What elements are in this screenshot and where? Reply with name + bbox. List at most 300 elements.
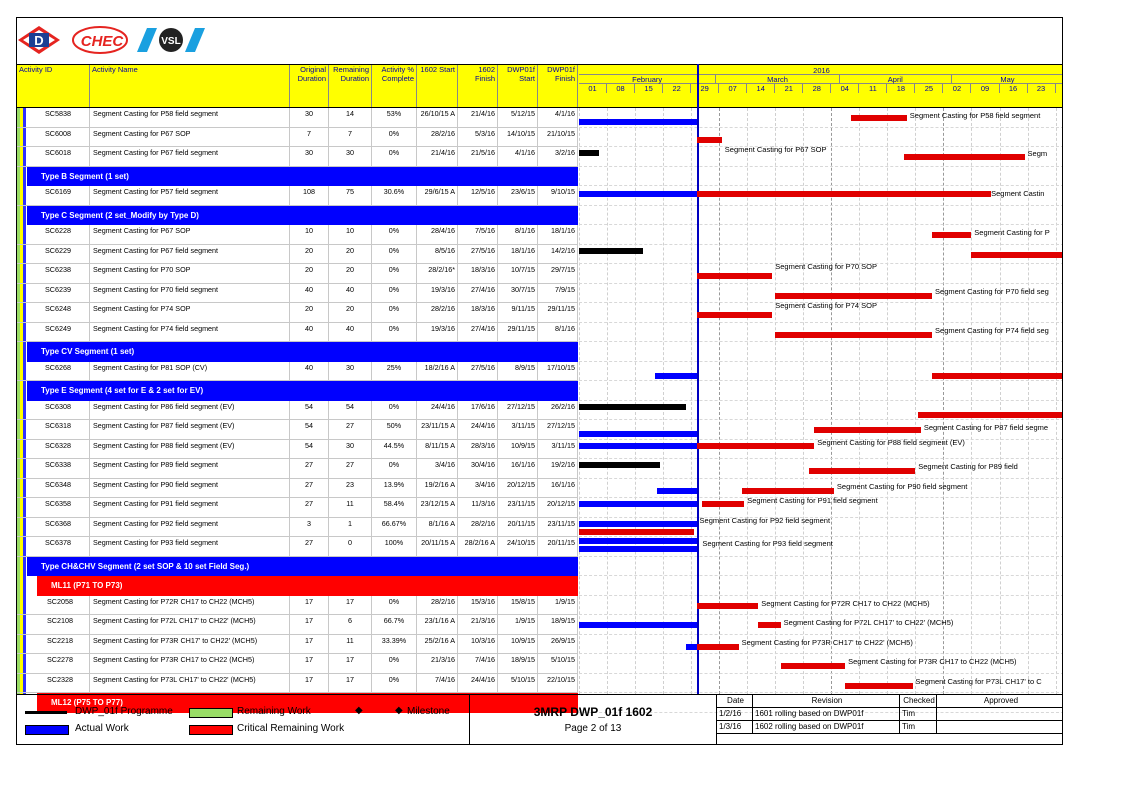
vsl-logo	[137, 26, 207, 54]
cell-activity-id: SC6378	[27, 537, 90, 556]
cell-1602-start: 28/2/16*	[417, 264, 458, 283]
cell-remaining-duration: 27	[329, 459, 372, 478]
group-header[interactable]: Type CV Segment (1 set)	[27, 342, 578, 362]
legend-critical: Critical Remaining Work	[237, 723, 345, 734]
table-row[interactable]	[17, 420, 578, 440]
table-row[interactable]	[17, 362, 578, 382]
cell-percent-complete: 58.4%	[372, 498, 417, 517]
cell-original-duration: 40	[290, 323, 329, 342]
cell-original-duration: 3	[290, 518, 329, 537]
cell-percent-complete: 66.7%	[372, 615, 417, 634]
gantt-bar[interactable]	[775, 332, 932, 338]
row-gridline	[579, 341, 1063, 342]
timeline-header	[579, 65, 1063, 107]
group-header[interactable]: ML12 (P75 TO P77)	[37, 693, 578, 713]
cell-1602-start: 23/12/15 A	[417, 498, 458, 517]
col-dwp-finish[interactable]: DWP01f Finish	[538, 65, 578, 107]
cell-1602-start: 3/4/16	[417, 459, 458, 478]
gantt-bar[interactable]	[579, 546, 697, 552]
cell-dwp-start: 10/7/15	[498, 264, 538, 283]
cell-original-duration: 7	[290, 128, 329, 147]
cell-1602-start: 8/5/16	[417, 245, 458, 264]
gantt-bar[interactable]	[904, 154, 1025, 160]
row-gridline	[579, 536, 1063, 537]
table-row[interactable]	[17, 284, 578, 304]
cell-remaining-duration: 20	[329, 264, 372, 283]
cell-dwp-finish: 7/9/15	[538, 284, 578, 303]
cell-1602-finish: 18/3/16	[458, 264, 498, 283]
cell-activity-id: SC6169	[27, 186, 90, 205]
gantt-bar-label: Segment Casting for P87 field segme	[923, 423, 1049, 432]
table-row[interactable]	[17, 245, 578, 265]
revision-table	[717, 695, 1063, 745]
svg-text:VSL: VSL	[161, 36, 181, 47]
gantt-bar[interactable]	[697, 443, 815, 449]
cell-1602-start: 26/10/15 A	[417, 108, 458, 127]
legend-milestone: Milestone	[407, 706, 450, 717]
gantt-bar[interactable]	[579, 119, 697, 125]
gantt-bar[interactable]	[579, 248, 643, 254]
cell-original-duration: 17	[290, 635, 329, 654]
cell-remaining-duration: 17	[329, 596, 372, 615]
table-row[interactable]	[17, 323, 578, 343]
legend-actual: Actual Work	[75, 723, 129, 734]
cell-1602-finish: 5/3/16	[458, 128, 498, 147]
gantt-bar[interactable]	[697, 644, 739, 650]
gantt-bar[interactable]	[579, 501, 697, 507]
timeline-month: March	[716, 75, 839, 84]
cell-dwp-finish: 26/9/15	[538, 635, 578, 654]
cell-1602-finish: 12/5/16	[458, 186, 498, 205]
table-row[interactable]	[17, 225, 578, 245]
table-row[interactable]	[17, 537, 578, 557]
cell-remaining-duration: 7	[329, 128, 372, 147]
gantt-bar[interactable]	[932, 373, 1063, 379]
cell-percent-complete: 0%	[372, 245, 417, 264]
cell-activity-id: SC6239	[27, 284, 90, 303]
cell-dwp-finish: 9/10/15	[538, 186, 578, 205]
gantt-bar[interactable]	[809, 468, 916, 474]
table-row[interactable]	[17, 654, 578, 674]
cell-percent-complete: 66.67%	[372, 518, 417, 537]
table-row[interactable]	[17, 479, 578, 499]
cell-1602-start: 28/4/16	[417, 225, 458, 244]
gantt-bar-label: Segment Casting for P70 SOP	[775, 262, 877, 271]
gantt-bar-label: Segment Casting for P67 SOP	[724, 144, 827, 154]
row-gridline	[579, 283, 1063, 284]
cell-1602-finish: 28/3/16	[458, 440, 498, 459]
cell-dwp-start: 5/10/15	[498, 674, 538, 693]
cell-1602-start: 18/2/16 A	[417, 362, 458, 381]
gantt-bar[interactable]	[655, 373, 697, 379]
cell-activity-name: Segment Casting for P72L CH17' to CH22' (MCH5)	[90, 615, 290, 634]
cell-activity-name: Segment Casting for P67 field segment	[90, 245, 290, 264]
row-gridline	[579, 595, 1063, 596]
cell-dwp-finish: 4/1/16	[538, 108, 578, 127]
cell-dwp-start: 16/1/16	[498, 459, 538, 478]
cell-original-duration: 27	[290, 498, 329, 517]
cell-dwp-start: 8/1/16	[498, 225, 538, 244]
cell-original-duration: 20	[290, 245, 329, 264]
revision-cell: Tim	[900, 708, 937, 721]
cell-percent-complete: 0%	[372, 284, 417, 303]
gantt-bar[interactable]	[579, 529, 694, 535]
cell-dwp-start: 20/12/15	[498, 479, 538, 498]
gantt-bar-label: Segment Casting for P73L CH17' to C	[915, 676, 1042, 686]
revision-header: Revision	[753, 695, 900, 708]
col-remaining-duration[interactable]: Remaining Duration	[329, 65, 372, 107]
milestone-diamond-icon: ◆	[355, 705, 363, 716]
gantt-bar[interactable]	[971, 252, 1063, 258]
gantt-bar[interactable]	[845, 683, 912, 689]
row-gridline	[579, 400, 1063, 401]
gantt-bar[interactable]	[697, 273, 773, 279]
cell-dwp-finish: 27/12/15	[538, 420, 578, 439]
cell-dwp-start: 24/10/15	[498, 537, 538, 556]
cell-remaining-duration: 0	[329, 537, 372, 556]
cell-activity-name: Segment Casting for P73R CH17 to CH22 (MCH5)	[90, 654, 290, 673]
cell-activity-id: SC2108	[27, 615, 90, 634]
dragages-logo	[17, 25, 61, 55]
cell-activity-id: SC6348	[27, 479, 90, 498]
table-row[interactable]	[17, 596, 578, 616]
cell-activity-name: Segment Casting for P73L CH17' to CH22' (MCH5)	[90, 674, 290, 693]
row-gridline	[579, 692, 1063, 693]
cell-original-duration: 17	[290, 674, 329, 693]
cell-activity-name: Segment Casting for P70 SOP	[90, 264, 290, 283]
table-row[interactable]	[17, 518, 578, 538]
row-gridline	[579, 244, 1063, 245]
timeline-week: 25	[915, 84, 943, 93]
cell-dwp-finish: 20/11/15	[538, 537, 578, 556]
col-1602-finish[interactable]: 1602 Finish	[458, 65, 498, 107]
cell-dwp-start: 15/8/15	[498, 596, 538, 615]
cell-activity-name: Segment Casting for P73R CH17' to CH22' (MCH5)	[90, 635, 290, 654]
row-gridline	[579, 419, 1063, 420]
col-dwp-start[interactable]: DWP01f Start	[498, 65, 538, 107]
gantt-bar-label: Segment Casting for P90 field segment	[836, 481, 968, 491]
group-header[interactable]: Type E Segment (4 set for E & 2 set for EV)	[27, 381, 578, 401]
gantt-bar[interactable]	[775, 293, 932, 299]
col-activity-id[interactable]: Activity ID	[17, 65, 90, 107]
cell-original-duration: 108	[290, 186, 329, 205]
row-gridline	[579, 614, 1063, 615]
cell-1602-finish: 27/5/16	[458, 362, 498, 381]
cell-dwp-start: 5/12/15	[498, 108, 538, 127]
cell-1602-start: 8/11/15 A	[417, 440, 458, 459]
cell-remaining-duration: 20	[329, 245, 372, 264]
cell-activity-name: Segment Casting for P93 field segment	[90, 537, 290, 556]
row-gridline	[579, 361, 1063, 362]
cell-1602-finish: 24/4/16	[458, 674, 498, 693]
table-row[interactable]	[17, 498, 578, 518]
cell-1602-finish: 18/3/16	[458, 303, 498, 322]
cell-activity-id: SC6228	[27, 225, 90, 244]
gantt-bar[interactable]	[781, 663, 845, 669]
timeline-week: 28	[803, 84, 831, 93]
activity-table	[17, 108, 578, 707]
cell-dwp-finish: 23/11/15	[538, 518, 578, 537]
cell-1602-start: 23/1/16 A	[417, 615, 458, 634]
svg-text:D: D	[34, 33, 44, 48]
revision-cell	[937, 708, 1063, 721]
row-gridline	[579, 166, 1063, 167]
col-activity-name[interactable]: Activity Name	[90, 65, 290, 107]
cell-1602-start: 19/3/16	[417, 284, 458, 303]
cell-dwp-finish: 5/10/15	[538, 654, 578, 673]
row-gridline	[579, 458, 1063, 459]
cell-original-duration: 20	[290, 303, 329, 322]
gantt-bar[interactable]	[579, 538, 697, 544]
cell-dwp-finish: 14/2/16	[538, 245, 578, 264]
cell-activity-id: SC6229	[27, 245, 90, 264]
row-gridline	[579, 322, 1063, 323]
row-gridline	[579, 127, 1063, 128]
table-row[interactable]	[17, 459, 578, 479]
revision-header: Checked	[900, 695, 937, 708]
table-row[interactable]	[17, 303, 578, 323]
table-row[interactable]	[17, 128, 578, 148]
gantt-bar[interactable]	[697, 137, 722, 143]
cell-dwp-start: 27/12/15	[498, 401, 538, 420]
timeline-week: 08	[607, 84, 635, 93]
title-box	[469, 695, 717, 745]
cell-1602-finish: 15/3/16	[458, 596, 498, 615]
timeline-week: 14	[747, 84, 775, 93]
cell-1602-finish: 27/4/16	[458, 284, 498, 303]
gantt-bar[interactable]	[697, 603, 759, 609]
cell-remaining-duration: 30	[329, 440, 372, 459]
cell-dwp-finish: 20/12/15	[538, 498, 578, 517]
gantt-bar-label: Segment Casting for P58 field segment	[909, 111, 1041, 120]
gantt-bar-label: Segment Casting for P88 field segment (EV)	[817, 437, 965, 447]
col-1602-start[interactable]: 1602 Start	[417, 65, 458, 107]
gantt-bar[interactable]	[579, 622, 697, 628]
row-gridline	[579, 653, 1063, 654]
group-header[interactable]: Type B Segment (1 set)	[27, 167, 578, 187]
cell-remaining-duration: 54	[329, 401, 372, 420]
table-row[interactable]	[17, 147, 578, 167]
cell-remaining-duration: 11	[329, 498, 372, 517]
table-row[interactable]	[17, 401, 578, 421]
cell-original-duration: 27	[290, 459, 329, 478]
cell-dwp-start: 18/9/15	[498, 654, 538, 673]
cell-dwp-finish: 19/2/16	[538, 459, 578, 478]
gantt-bar[interactable]	[814, 427, 921, 433]
cell-dwp-start: 30/7/15	[498, 284, 538, 303]
gantt-bar[interactable]	[579, 150, 599, 156]
row-gridline	[579, 556, 1063, 557]
cell-dwp-start: 3/11/15	[498, 420, 538, 439]
gantt-bar[interactable]	[579, 191, 697, 197]
gantt-bar-label: Segment Casting for P72R CH17 to CH22 (MCH5)	[761, 598, 930, 608]
revision-cell	[937, 721, 1063, 734]
timeline-week: 07	[719, 84, 747, 93]
timeline-month: May	[952, 75, 1063, 84]
col-original-duration[interactable]: Original Duration	[290, 65, 329, 107]
revision-cell: 1/3/16	[717, 721, 753, 734]
cell-activity-id: SC6338	[27, 459, 90, 478]
table-row[interactable]	[17, 440, 578, 460]
gantt-bar-label: Segment Casting for P73R CH17 to CH22 (MCH5)	[848, 657, 1017, 666]
gantt-bar[interactable]	[579, 431, 697, 437]
cell-dwp-finish: 8/1/16	[538, 323, 578, 342]
svg-text:CHEC: CHEC	[80, 33, 124, 50]
gantt-bar[interactable]	[702, 501, 744, 507]
cell-dwp-finish: 29/11/15	[538, 303, 578, 322]
cell-1602-finish: 28/2/16 A	[458, 537, 498, 556]
gantt-bar[interactable]	[758, 622, 780, 628]
legend-programme: DWP_01f Programme	[75, 706, 173, 717]
cell-percent-complete: 0%	[372, 401, 417, 420]
table-row[interactable]	[17, 674, 578, 694]
cell-original-duration: 54	[290, 401, 329, 420]
cell-activity-id: SC6268	[27, 362, 90, 381]
cell-original-duration: 20	[290, 264, 329, 283]
legend-title-block	[17, 694, 1063, 745]
gantt-bar[interactable]	[742, 488, 835, 494]
cell-dwp-finish: 26/2/16	[538, 401, 578, 420]
gantt-bar-label: Segment Casting for P74 field seg	[935, 325, 1049, 335]
programme-swatch	[25, 711, 67, 714]
cell-dwp-finish: 16/1/16	[538, 479, 578, 498]
row-gridline	[579, 673, 1063, 674]
cell-remaining-duration: 17	[329, 674, 372, 693]
cell-percent-complete: 0%	[372, 674, 417, 693]
cell-remaining-duration: 14	[329, 108, 372, 127]
timeline-week: 11	[859, 84, 887, 93]
table-row[interactable]	[17, 615, 578, 635]
gantt-bar[interactable]	[686, 644, 697, 650]
timeline-week: 23	[1028, 84, 1056, 93]
cell-activity-id: SC6008	[27, 128, 90, 147]
cell-dwp-start: 23/6/15	[498, 186, 538, 205]
group-header[interactable]: Type CH&CHV Segment (2 set SOP & 10 set Field Seg.)	[27, 557, 578, 577]
cell-percent-complete: 13.9%	[372, 479, 417, 498]
cell-dwp-start: 4/1/16	[498, 147, 538, 166]
cell-activity-id: SC2218	[27, 635, 90, 654]
row-gridline	[579, 224, 1063, 225]
cell-activity-name: Segment Casting for P81 SOP (CV)	[90, 362, 290, 381]
timeline-week: 09	[971, 84, 999, 93]
cell-1602-start: 29/6/15 A	[417, 186, 458, 205]
cell-remaining-duration: 11	[329, 635, 372, 654]
cell-activity-name: Segment Casting for P58 field segment	[90, 108, 290, 127]
gantt-bar[interactable]	[932, 232, 971, 238]
gantt-bar[interactable]	[918, 412, 1063, 418]
cell-activity-name: Segment Casting for P67 SOP	[90, 128, 290, 147]
week-gridline	[1056, 108, 1057, 694]
remaining-swatch	[189, 708, 233, 718]
gantt-bar[interactable]	[579, 404, 686, 410]
row-gridline	[579, 575, 1063, 576]
cell-original-duration: 17	[290, 615, 329, 634]
cell-original-duration: 54	[290, 420, 329, 439]
cell-1602-finish: 27/5/16	[458, 245, 498, 264]
cell-activity-id: SC6358	[27, 498, 90, 517]
cell-dwp-start: 10/9/15	[498, 440, 538, 459]
cell-percent-complete: 0%	[372, 225, 417, 244]
milestone-diamond-icon-2: ◆	[395, 705, 403, 716]
gantt-bar-label: Segment Castin	[991, 189, 1045, 198]
cell-1602-finish: 21/4/16	[458, 108, 498, 127]
cell-percent-complete: 0%	[372, 128, 417, 147]
cell-percent-complete: 44.5%	[372, 440, 417, 459]
timeline-year: 2016	[579, 66, 1063, 75]
col-activity-complete[interactable]: Activity % Complete	[372, 65, 417, 107]
cell-original-duration: 17	[290, 654, 329, 673]
gantt-bar[interactable]	[697, 312, 773, 318]
table-row[interactable]	[17, 635, 578, 655]
cell-1602-start: 28/2/16	[417, 303, 458, 322]
row-gridline	[579, 205, 1063, 206]
cell-activity-name: Segment Casting for P72R CH17 to CH22 (MCH5)	[90, 596, 290, 615]
table-row[interactable]	[17, 186, 578, 206]
gantt-bar-label: Segment Casting for P72L CH17' to CH22' (MCH5)	[783, 618, 954, 627]
cell-1602-start: 19/3/16	[417, 323, 458, 342]
cell-1602-start: 21/4/16	[417, 147, 458, 166]
cell-dwp-start: 9/11/15	[498, 303, 538, 322]
cell-1602-start: 24/4/16	[417, 401, 458, 420]
cell-1602-start: 25/2/16 A	[417, 635, 458, 654]
row-gridline	[579, 185, 1063, 186]
cell-1602-start: 8/1/16 A	[417, 518, 458, 537]
cell-percent-complete: 0%	[372, 459, 417, 478]
cell-original-duration: 40	[290, 362, 329, 381]
revision-cell: 1602 rolling based on DWP01f	[753, 721, 900, 734]
gantt-bar[interactable]	[579, 443, 697, 449]
cell-original-duration: 54	[290, 440, 329, 459]
cell-activity-id: SC6238	[27, 264, 90, 283]
group-header[interactable]: Type C Segment (2 set_Modify by Type D)	[27, 206, 578, 226]
cell-dwp-finish: 21/10/15	[538, 128, 578, 147]
group-header[interactable]: ML11 (P71 TO P73)	[37, 576, 578, 596]
timeline-month: February	[579, 75, 716, 84]
cell-dwp-start: 20/11/15	[498, 518, 538, 537]
cell-remaining-duration: 6	[329, 615, 372, 634]
cell-percent-complete: 53%	[372, 108, 417, 127]
cell-dwp-start: 29/11/15	[498, 323, 538, 342]
cell-remaining-duration: 1	[329, 518, 372, 537]
gantt-bar-label: Segment Casting for P73R CH17' to CH22' (MCH5)	[741, 637, 913, 647]
gantt-bar[interactable]	[851, 115, 907, 121]
cell-activity-name: Segment Casting for P92 field segment	[90, 518, 290, 537]
chec-logo	[72, 26, 128, 54]
cell-activity-id: SC6328	[27, 440, 90, 459]
cell-original-duration: 30	[290, 108, 329, 127]
table-row[interactable]	[17, 264, 578, 284]
timeline-week: 15	[635, 84, 663, 93]
gantt-bar[interactable]	[657, 488, 696, 494]
gantt-bar[interactable]	[579, 462, 660, 468]
cell-activity-name: Segment Casting for P88 field segment (EV)	[90, 440, 290, 459]
gantt-bar[interactable]	[697, 191, 991, 197]
cell-percent-complete: 30.6%	[372, 186, 417, 205]
cell-1602-finish: 21/5/16	[458, 147, 498, 166]
cell-remaining-duration: 75	[329, 186, 372, 205]
cell-dwp-finish: 18/1/16	[538, 225, 578, 244]
table-row[interactable]	[17, 108, 578, 128]
row-gridline	[579, 478, 1063, 479]
cell-activity-name: Segment Casting for P74 SOP	[90, 303, 290, 322]
gantt-bar-label: Segment Casting for P74 SOP	[775, 301, 877, 310]
cell-percent-complete: 0%	[372, 654, 417, 673]
cell-remaining-duration: 20	[329, 303, 372, 322]
page-number: Page 2 of 13	[564, 723, 622, 734]
schedule-title: 3MRP DWP_01f 1602	[533, 705, 653, 719]
gantt-bar[interactable]	[579, 521, 697, 527]
cell-dwp-start: 23/11/15	[498, 498, 538, 517]
